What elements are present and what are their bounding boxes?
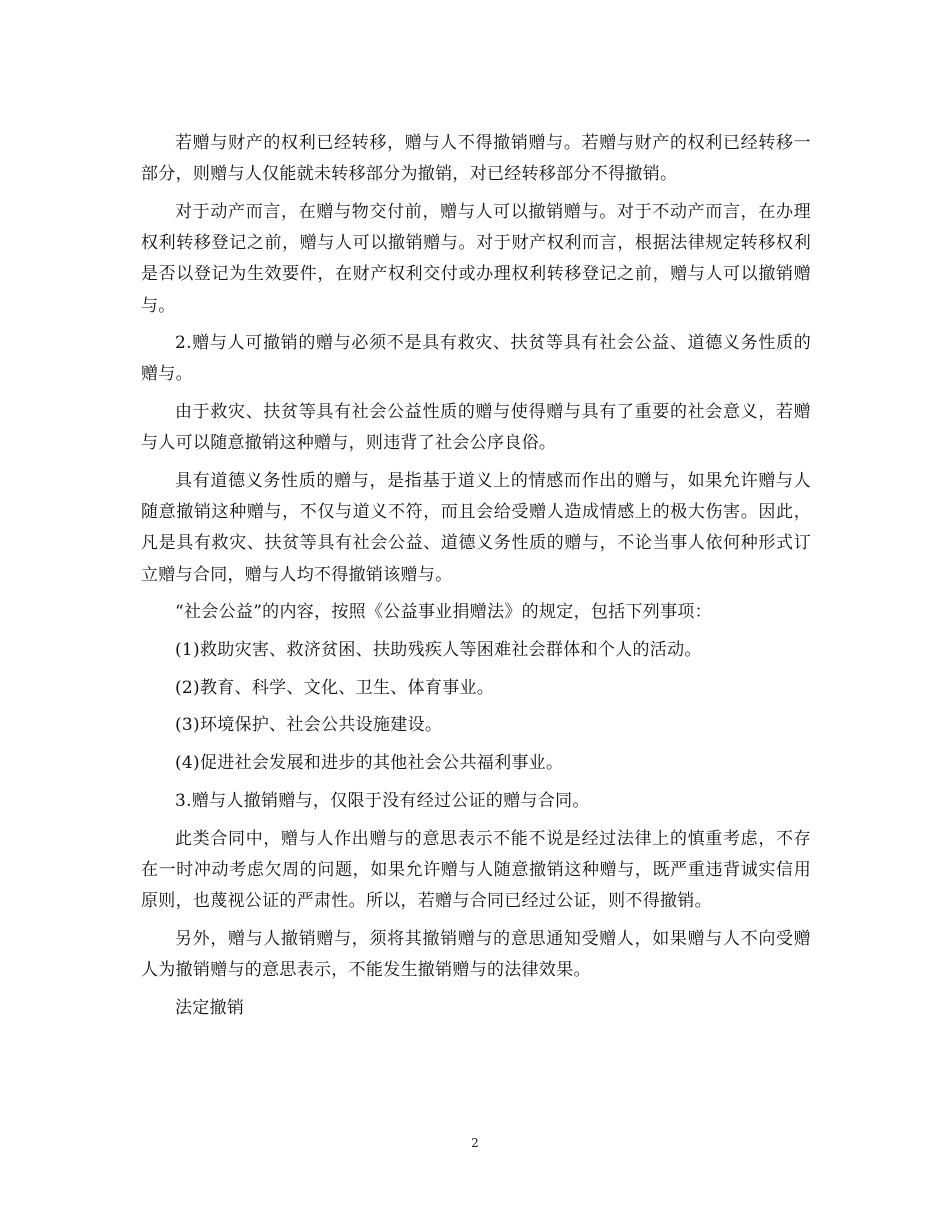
paragraph: 2.赠与人可撤销的赠与必须不是具有救灾、扶贫等具有社会公益、道德义务性质的赠与。 [141,333,811,385]
list-item: (4)促进社会发展和进步的其他社会公共福利事业。 [175,753,564,774]
list-item: (3)环境保护、社会公共设施建设。 [175,715,443,736]
paragraph: 由于救灾、扶贫等具有社会公益性质的赠与使得赠与具有了重要的社会意义，若赠与人可以随意撤销这种赠与，则违背了社会公序良俗。 [141,402,811,454]
paragraph: 具有道德义务性质的赠与，是指基于道义上的情感而作出的赠与，如果允许赠与人随意撤销这种赠与，不仅与道义不符，而且会给受赠人造成情感上的极大伤害。因此，凡是具有救灾、扶贫等具有社会公益、道德义务性质的赠与，不论当事人依何种形式订立赠与合同，赠与人均不得撤销该赠与。 [141,471,811,585]
list-item: (2)教育、科学、文化、卫生、体育事业。 [175,677,495,698]
section-heading: 法定撤销 [175,997,245,1018]
body-text [141,128,811,1030]
paragraph: 此类合同中，赠与人作出赠与的意思表示不能不说是经过法律上的慎重考虑，不存在一时冲动考虑欠周的问题，如果允许赠与人随意撤销这种赠与，既严重违背诚实信用原则，也蔑视公证的严肃性。所以，若赠与合同已经过公证，则不得撤销。 [141,828,811,911]
paragraph: 另外，赠与人撤销赠与，须将其撤销赠与的意思通知受赠人，如果赠与人不向受赠人为撤销赠与的意思表示，不能发生撤销赠与的法律效果。 [141,928,811,980]
list-item: (1)救助灾害、救济贫困、扶助残疾人等困难社会群体和个人的活动。 [175,640,702,661]
page-number: 2 [471,1136,479,1150]
paragraph: 若赠与财产的权利已经转移，赠与人不得撤销赠与。若赠与财产的权利已经转移一部分，则赠与人仅能就未转移部分为撤销，对已经转移部分不得撤销。 [141,133,811,185]
paragraph: “社会公益”的内容，按照《公益事业捐赠法》的规定，包括下列事项： [175,602,712,623]
paragraph: 对于动产而言，在赠与物交付前，赠与人可以撤销赠与。对于不动产而言，在办理权利转移登记之前，赠与人可以撤销赠与。对于财产权利而言，根据法律规定转移权利是否以登记为生效要件，在财产权利交付或办理权利转移登记之前，赠与人可以撤销赠与。 [141,201,811,316]
paragraph: 3.赠与人撤销赠与，仅限于没有经过公证的赠与合同。 [175,790,590,811]
